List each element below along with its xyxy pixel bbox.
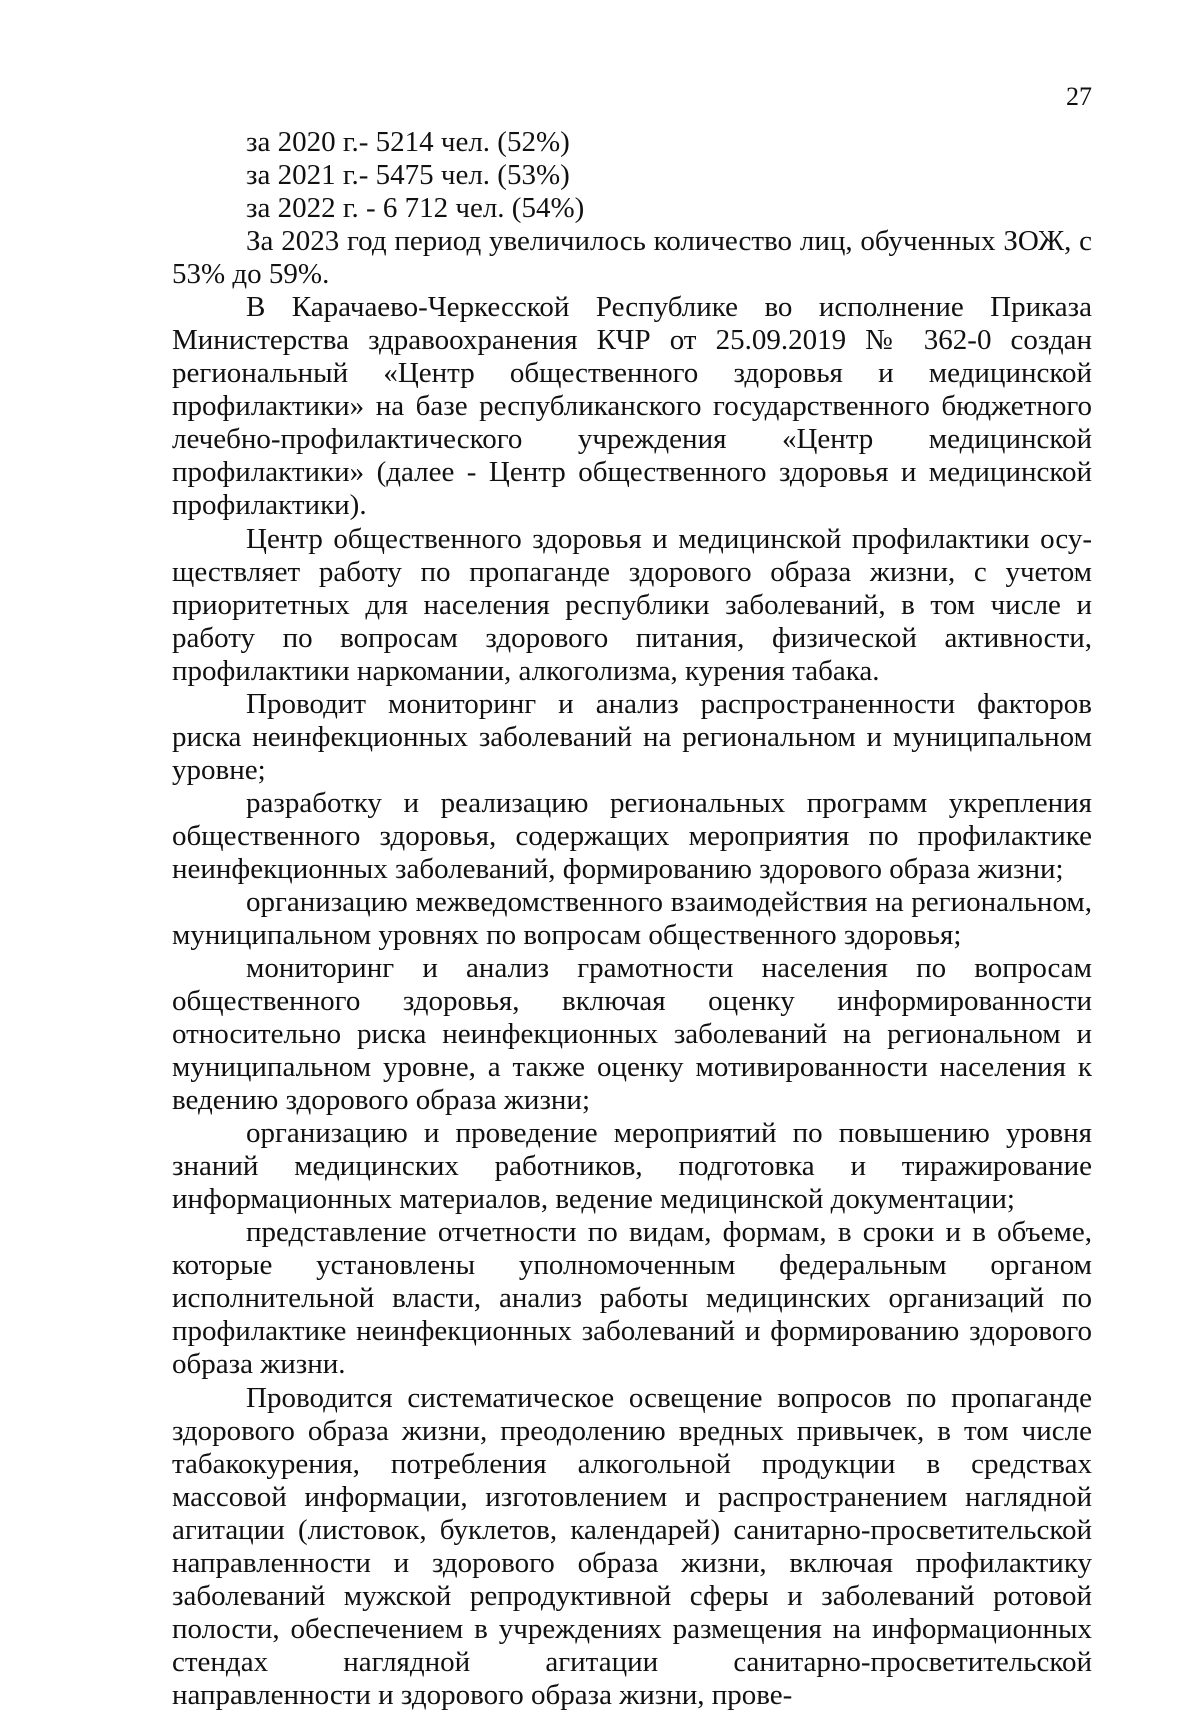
paragraph-media-coverage: Проводится систематическое освещение вопросов по пропаганде здорового образа жизни, преодолению вредных привычек, в том числе табакокурения, потребления алкогольной продукции в средствах массовой информации, изготовлением и распространением наглядной агитации (листовок, буклетов, календарей) санитарно-просветительской направленности и здорового образа жизни, включая профилактику заболеваний мужской репродуктивной сферы и заболеваний ротовой полости, обеспечением в учреждениях размещения на информационных стендах наглядной агитации санитарно-просветительской направленности и здорового образа жизни, прове- bbox=[172, 1382, 1092, 1711]
paragraph-monitoring: Проводит мониторинг и анализ распространенности факторов риска неинфекционных заболеваний на региональном и муниципальном уровне; bbox=[172, 688, 1092, 786]
paragraph-interagency: организацию межведомственного взаимодействия на региональном, муниципальном уровнях по вопросам общественного здоровья; bbox=[172, 886, 1092, 951]
paragraph-staff-training: организацию и проведение мероприятий по повышению уровня знаний медицинских работников, подготовка и тиражирование информационных материалов, ведение медицинской документации; bbox=[172, 1117, 1092, 1215]
paragraph-center-work: Центр общественного здоровья и медицинской профилактики осуществляет работу по пропаганде здорового образа жизни, с учетом приоритетных для населения республики заболеваний, в том числе и работу по вопросам здорового питания, физической активности, профилактики наркомании, алкоголизма, курения табака. bbox=[172, 523, 1092, 687]
stat-line-2022: за 2022 г. - 6 712 чел. (54%) bbox=[246, 192, 585, 224]
page-number: 27 bbox=[1066, 82, 1092, 111]
paragraph-zozh-2023: За 2023 год период увеличилось количество лиц, обученных ЗОЖ, с 53% до 59%. bbox=[172, 225, 1092, 290]
paragraph-literacy-monitoring: мониторинг и анализ грамотности населения по вопросам общественного здоровья, включая оценку информированности относительно риска неинфекционных заболеваний на региональном и муниципальном уровне, а также оценку мотивированности населения к ведению здорового образа жизни; bbox=[172, 952, 1092, 1116]
paragraph-center-creation: В Карачаево-Черкесской Республике во исполнение Приказа Министерства здравоохранения КЧР от 25.09.2019 № 362-0 создан региональный «Центр общественного здоровья и медицинской профилактики» на базе республиканского государственного бюджетного лечебно-профилактического учреждения «Центр медицинской профилактики» (далее - Центр общественного здоровья и медицинской профилактики). bbox=[172, 291, 1092, 521]
stat-line-2021: за 2021 г.- 5475 чел. (53%) bbox=[246, 159, 570, 191]
body-text bbox=[172, 126, 1092, 1712]
paragraph-reporting: представление отчетности по видам, формам, в сроки и в объеме, которые установлены уполномоченным федеральным органом исполнительной власти, анализ работы медицинских организаций по профилактике неинфекционных заболеваний и формированию здорового образа жизни. bbox=[172, 1216, 1092, 1380]
paragraph-regional-programs: разработку и реализацию региональных программ укрепления общественного здоровья, содержащих мероприятия по профилактике неинфекционных заболеваний, формированию здорового образа жизни; bbox=[172, 787, 1092, 885]
stat-line-2020: за 2020 г.- 5214 чел. (52%) bbox=[246, 126, 570, 158]
